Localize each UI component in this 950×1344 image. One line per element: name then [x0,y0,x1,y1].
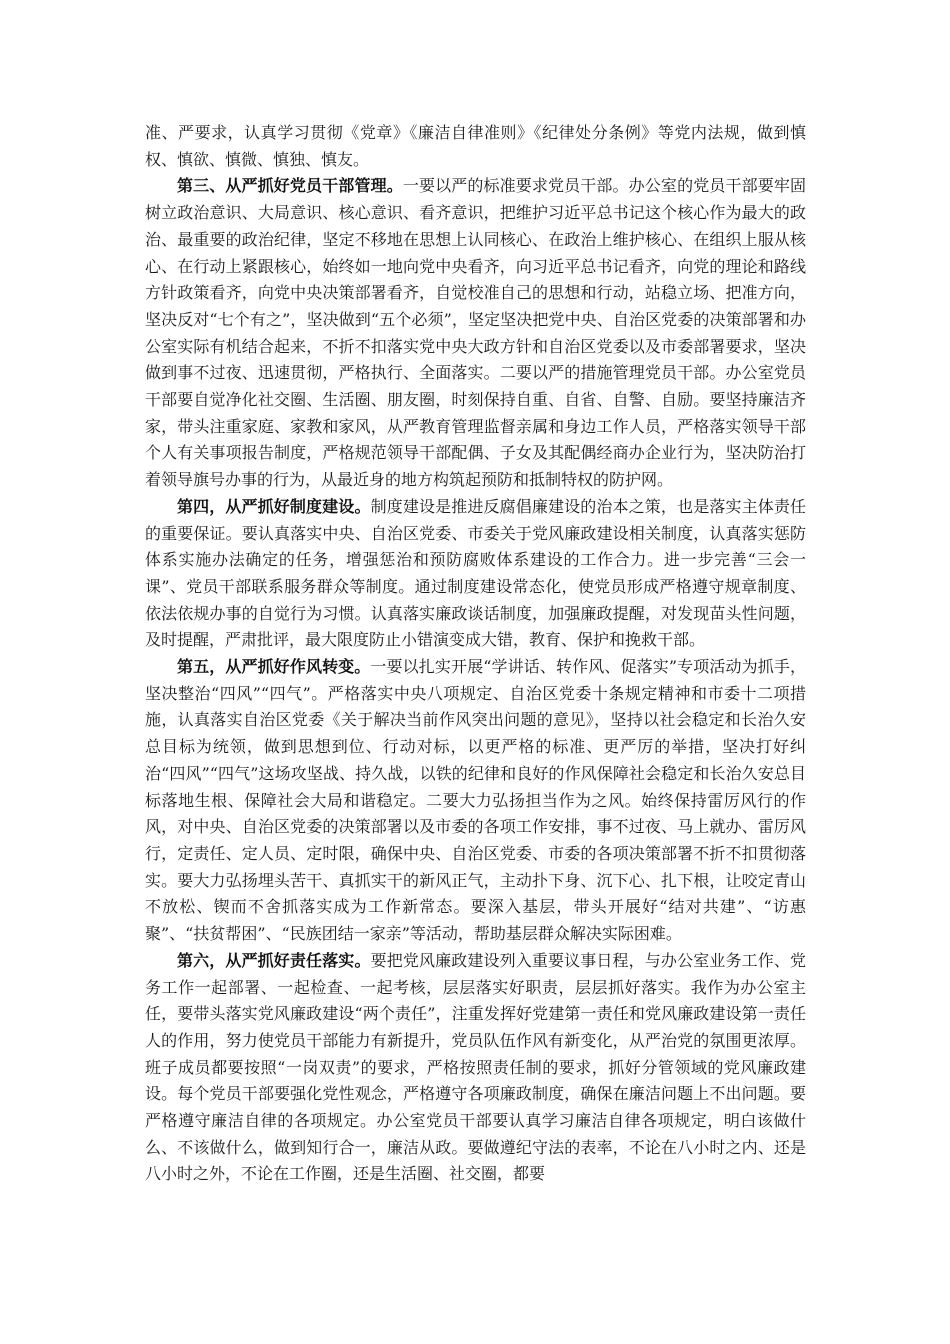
paragraph-text: 准、严要求，认真学习贯彻《党章》《廉洁自律准则》《纪律处分条例》等党内法规，做到慎权、慎欲、慎微、慎独、慎友。 [145,123,806,169]
paragraph-heading: 第四，从严抓好制度建设。 [177,496,371,516]
paragraph-text: 要把党风廉政建设列入重要议事日程，与办公室业务工作、党务工作一起部署、一起检查、一起考核，层层落实好职责，层层抓好落实。我作为办公室主任，要带头落实党风廉政建设“两个责任”，注重发挥好党建第一责任和党风廉政建设第一责任人的作用，努力使党员干部能力有新提升，党员队伍作风有新变化，从严治党的氛围更浓厚。班子成员都要按照“一岗双责”的要求，严格按照责任制的要求，抓好分管领域的党风廉政建设。每个党员干部要强化党性观念，严格遵守各项廉政制度，确保在廉洁问题上不出问题。要严格遵守廉洁自律的各项规定。办公室党员干部要认真学习廉洁自律各项规定，明白该做什么、不该做什么，做到知行合一，廉洁从政。要做遵纪守法的表率，不论在八小时之内、还是八小时之外，不论在工作圈，还是生活圈、社交圈，都要 [145,950,806,1184]
paragraph-heading: 第三、从严抓好党员干部管理。 [177,176,403,196]
paragraph-style-change [145,654,806,948]
paragraph-heading: 第六，从严抓好责任落实。 [177,950,371,970]
paragraph-cadre-management [145,173,806,493]
paragraph-text: 一要以扎实开展“学讲话、转作风、促落实”专项活动为抓手，坚决整治“四风”“四气”。严格落实中央八项规定、自治区党委十条规定精神和市委十二项措施，认真落实自治区党委《关于解决当前作风突出问题的意见》，坚持以社会稳定和长治久安总目标为统领，做到思想到位、行动对标，以更严格的标准、更严厉的举措，坚决打好纠治“四风”“四气”这场攻坚战、持久战，以铁的纪律和良好的作风保障社会稳定和长治久安总目标落地生根、保障社会大局和谐稳定。二要大力弘扬担当作为之风。始终保持雷厉风行的作风，对中央、自治区党委的决策部署以及市委的各项工作安排，事不过夜、马上就办、雷厉风行，定责任、定人员、定时限，确保中央、自治区党委、市委的各项决策部署不折不扣贯彻落实。要大力弘扬埋头苦干、真抓实干的新风正气，主动扑下身、沉下心、扎下根，让咬定青山不放松、锲而不舍抓落实成为工作新常态。要深入基层，带头开展好“结对共建”、“访惠聚”、“扶贫帮困”、“民族团结一家亲”等活动，帮助基层群众解决实际困难。 [145,657,806,944]
paragraph-system-building [145,494,806,654]
paragraph-continuation [145,120,806,173]
document-body [145,120,806,1188]
paragraph-responsibility [145,948,806,1188]
paragraph-text: 制度建设是推进反腐倡廉建设的治本之策，也是落实主体责任的重要保证。要认真落实中央、自治区党委、市委关于党风廉政建设相关制度，认真落实惩防体系实施办法确定的任务，增强惩治和预防腐败体系建设的工作合力。进一步完善“三会一课”、党员干部联系服务群众等制度。通过制度建设常态化，使党员形成严格遵守规章制度、依法依规办事的自觉行为习惯。认真落实廉政谈话制度，加强廉政提醒，对发现苗头性问题，及时提醒，严肃批评，最大限度防止小错演变成大错，教育、保护和挽救干部。 [145,496,806,650]
paragraph-text: 一要以严的标准要求党员干部。办公室的党员干部要牢固树立政治意识、大局意识、核心意识、看齐意识，把维护习近平总书记这个核心作为最大的政治、最重要的政治纪律，坚定不移地在思想上认同核心、在政治上维护核心、在组织上服从核心、在行动上紧跟核心，始终如一地向党中央看齐，向习近平总书记看齐，向党的理论和路线方针政策看齐，向党中央决策部署看齐，自觉校准自己的思想和行动，站稳立场、把准方向，坚决反对“七个有之”，坚决做到“五个必须”，坚定坚决把党中央、自治区党委的决策部署和办公室实际有机结合起来，不折不扣落实党中央大政方针和自治区党委以及市委部署要求，坚决做到事不过夜、迅速贯彻，严格执行、全面落实。二要以严的措施管理党员干部。办公室党员干部要自觉净化社交圈、生活圈、朋友圈，时刻保持自重、自省、自警、自励。要坚持廉洁齐家，带头注重家庭、家教和家风，从严教育管理监督亲属和身边工作人员，严格落实领导干部个人有关事项报告制度，严格规范领导干部配偶、子女及其配偶经商办企业行为，坚决防治打着领导旗号办事的行为，从最近身的地方构筑起预防和抵制特权的防护网。 [145,176,806,490]
paragraph-heading: 第五，从严抓好作风转变。 [177,657,371,677]
